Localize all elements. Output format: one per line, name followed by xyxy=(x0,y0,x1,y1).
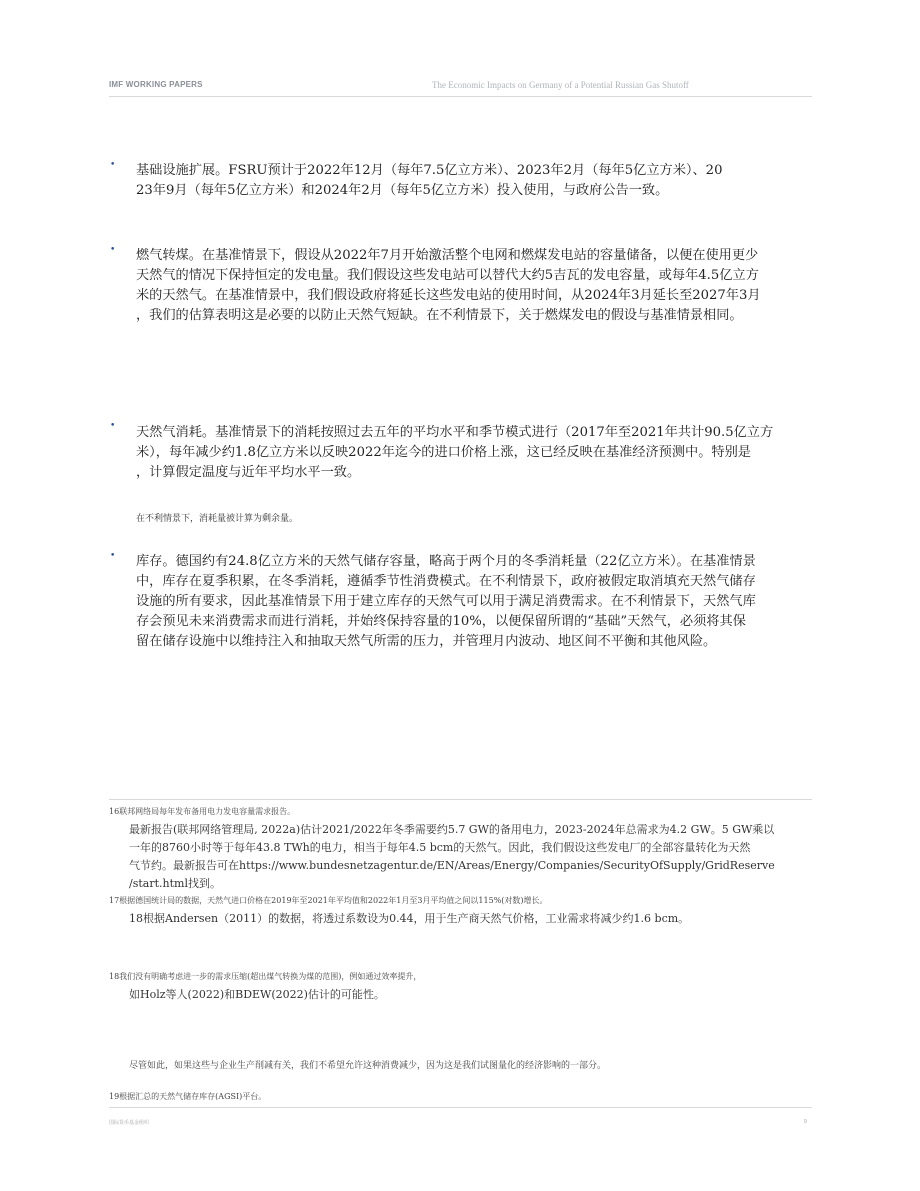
text-line: ，计算假定温度与近年平均水平一致。 xyxy=(136,465,361,480)
page-number: 9 xyxy=(804,1119,807,1125)
footnote-line: 气节约。最新报告可在https://www.bundesnetzagentur.de/EN/Areas/Energy/Companies/SecurityOfSupply/GridReserve xyxy=(129,859,775,872)
footnote-rule xyxy=(109,799,812,800)
bullet-marker: • xyxy=(110,245,116,255)
bullet-paragraph-infrastructure xyxy=(136,161,812,201)
footnote-19: 19根据汇总的天然气储存库存(AGSI)平台。 xyxy=(109,1092,267,1101)
bullet-paragraph-storage xyxy=(136,552,812,652)
bullet-marker: • xyxy=(110,551,116,561)
adverse-scenario-note: 在不利情景下，消耗量被计算为剩余量。 xyxy=(136,514,299,524)
footnote-18-heading: 18我们没有明确考虑进一步的需求压缩(超出煤气转换为煤的范围)，例如通过效率提升， xyxy=(109,972,422,981)
footer-rule xyxy=(109,1107,812,1108)
footnote-line: 最新报告(联邦网络管理局, 2022a)估计2021/2022年冬季需要约5.7 GW的备用电力，2023-2024年总需求为4.2 GW。5 GW乘以 xyxy=(129,823,775,836)
text-line: 基础设施扩展。FSRU预计于2022年12月（每年7.5亿立方米）、2023年2月（每年5亿立方米）、20 xyxy=(136,163,723,178)
text-line: 23年9月（每年5亿立方米）和2024年2月（每年5亿立方米）投入使用，与政府公告一致。 xyxy=(136,183,669,198)
footnote-17: 17根据德国统计局的数据，天然气进口价格在2019年至2021年平均值和2022年1月至3月平均值之间以115%(对数)增长。 xyxy=(109,896,548,905)
text-line: 米的天然气。在基准情景中，我们假设政府将延长这些发电站的使用时间，从2024年3月延长至2027年3月 xyxy=(136,288,761,303)
text-line: 库存。德国约有24.8亿立方米的天然气储存容量，略高于两个月的冬季消耗量（22亿立方米）。在基准情景 xyxy=(136,554,756,569)
bullet-paragraph-consumption xyxy=(136,423,812,483)
text-line: 米），每年减少约1.8亿立方米以反映2022年迄今的进口价格上涨，这已经反映在基准经济预测中。特别是 xyxy=(136,445,751,460)
footnote-18-tail: 尽管如此，如果这些与企业生产削减有关，我们不希望允许这种消费减少，因为这是我们试图量化的经济影响的一部分。 xyxy=(129,1061,607,1071)
footer-organization: 国际货币基金组织 xyxy=(109,1120,150,1126)
header-rule xyxy=(109,96,812,97)
footnote-18-andersen: 18根据Andersen（2011）的数据，将透过系数设为0.44，用于生产商天然气价格，工业需求将减少约1.6 bcm。 xyxy=(129,912,690,925)
bullet-marker: • xyxy=(110,421,116,431)
text-line: 中，库存在夏季积累，在冬季消耗，遵循季节性消费模式。在不利情景下，政府被假定取消填充天然气储存 xyxy=(136,574,756,589)
footnote-16-body xyxy=(129,821,812,893)
footnote-line: /start.html找到。 xyxy=(129,877,221,890)
paper-title: The Economic Impacts on Germany of a Potential Russian Gas Shutoff xyxy=(432,80,689,90)
text-line: 燃气转煤。在基准情景下，假设从2022年7月开始激活整个电网和燃煤发电站的容量储备，以便在使用更少 xyxy=(136,248,759,263)
text-line: 天然气消耗。基准情景下的消耗按照过去五年的平均水平和季节模式进行（2017年至2021年共计90.5亿立方 xyxy=(136,425,774,440)
text-line: 留在储存设施中以维持注入和抽取天然气所需的压力，并管理月内波动、地区间不平衡和其他风险。 xyxy=(136,634,717,649)
footnote-line: 一年的8760小时等于每年43.8 TWh的电力，相当于每年4.5 bcm的天然气。因此，我们假设这些发电厂的全部容量转化为天然 xyxy=(129,841,751,854)
footnote-18-body: 如Holz等人(2022)和BDEW(2022)估计的可能性。 xyxy=(129,988,385,1001)
text-line: 设施的所有要求，因此基准情景下用于建立库存的天然气可以用于满足消费需求。在不利情景下，天然气库 xyxy=(136,594,756,609)
series-label: IMF WORKING PAPERS xyxy=(109,80,203,89)
text-line: 存会预见未来消费需求而进行消耗，并始终保持容量的10%，以便保留所谓的“基础”天然气，必须将其保 xyxy=(136,614,746,629)
text-line: ，我们的估算表明这是必要的以防止天然气短缺。在不利情景下，关于燃煤发电的假设与基准情景相同。 xyxy=(136,308,743,323)
bullet-marker: • xyxy=(110,160,116,170)
bullet-paragraph-gas-to-coal xyxy=(136,246,812,326)
text-line: 天然气的情况下保持恒定的发电量。我们假设这些发电站可以替代大约5吉瓦的发电容量，或每年4.5亿立方 xyxy=(136,268,759,283)
footnote-16-heading: 16联邦网络局每年发布备用电力发电容量需求报告。 xyxy=(109,807,296,816)
